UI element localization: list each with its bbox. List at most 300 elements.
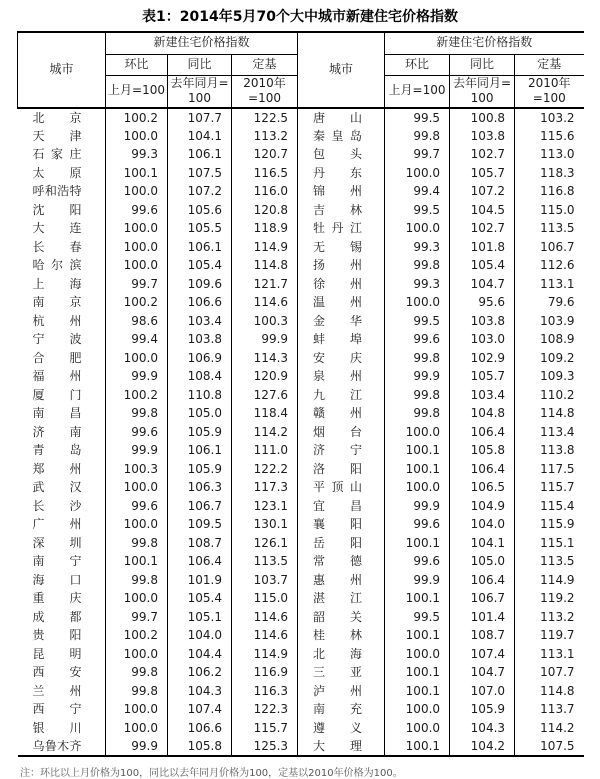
yoy-value: 101.9 (168, 571, 232, 590)
price-index-table (17, 31, 584, 757)
yoy-value: 102.7 (450, 219, 515, 238)
yoy-value: 105.0 (168, 404, 232, 423)
mom-value: 100.3 (106, 460, 168, 479)
mom-value: 100.0 (385, 219, 450, 238)
table-row (18, 460, 584, 479)
fixed-value: 114.6 (232, 608, 298, 627)
city-name: 福州 (32, 369, 82, 384)
yoy-value: 106.1 (168, 238, 232, 257)
mom-value: 99.8 (106, 663, 168, 682)
yoy-value: 104.7 (450, 663, 515, 682)
mom-value: 100.2 (106, 108, 168, 127)
mom-value: 99.8 (385, 127, 450, 146)
city-cell-right (298, 293, 385, 312)
mom-value: 99.9 (385, 497, 450, 516)
fixed-value: 115.6 (515, 127, 584, 146)
fixed-value: 115.9 (515, 515, 584, 534)
yoy-base-left: 去年同月= 100 (168, 75, 232, 108)
fixed-header-left: 定基 (232, 54, 298, 75)
yoy-value: 105.8 (450, 441, 515, 460)
fixed-value: 130.1 (232, 515, 298, 534)
mom-value: 99.8 (385, 349, 450, 368)
table-row (18, 719, 584, 738)
mom-value: 100.0 (106, 719, 168, 738)
fixed-value: 79.6 (515, 293, 584, 312)
fixed-value: 122.3 (232, 700, 298, 719)
yoy-value: 107.2 (168, 182, 232, 201)
mom-value: 100.0 (106, 256, 168, 275)
fixed-value: 114.8 (515, 404, 584, 423)
yoy-value: 104.9 (450, 497, 515, 516)
mom-value: 99.8 (106, 404, 168, 423)
city-name: 大理 (313, 738, 363, 753)
city-name: 宁波 (32, 332, 82, 347)
mom-value: 99.3 (385, 238, 450, 257)
fixed-value: 113.2 (515, 608, 584, 627)
city-cell-right (298, 478, 385, 497)
yoy-value: 104.2 (450, 737, 515, 756)
fixed-value: 118.3 (515, 164, 584, 183)
city-name: 吉林 (313, 202, 363, 217)
yoy-value: 106.2 (168, 663, 232, 682)
city-name: 洛阳 (313, 461, 363, 476)
fixed-value: 115.7 (232, 719, 298, 738)
city-cell-left (18, 145, 106, 164)
yoy-value: 103.4 (450, 386, 515, 405)
city-cell-left (18, 626, 106, 645)
city-cell-right (298, 552, 385, 571)
fixed-value: 119.7 (515, 626, 584, 645)
city-cell-left (18, 423, 106, 442)
city-cell-left (18, 404, 106, 423)
city-name: 遵义 (313, 720, 363, 735)
table-row (18, 293, 584, 312)
mom-value: 100.0 (385, 645, 450, 664)
city-name: 金华 (313, 313, 363, 328)
city-name: 温州 (313, 295, 363, 310)
fixed-value: 118.9 (232, 219, 298, 238)
city-name: 南充 (313, 702, 363, 717)
city-cell-left (18, 164, 106, 183)
mom-value: 99.8 (106, 534, 168, 553)
fixed-value: 120.8 (232, 201, 298, 220)
fixed-value: 113.5 (232, 552, 298, 571)
yoy-value: 105.9 (168, 423, 232, 442)
fixed-value: 106.7 (515, 238, 584, 257)
fixed-value: 113.8 (515, 441, 584, 460)
city-cell-left (18, 127, 106, 146)
mom-value: 99.9 (385, 367, 450, 386)
table-row (18, 608, 584, 627)
yoy-value: 104.0 (450, 515, 515, 534)
city-cell-left (18, 349, 106, 368)
fixed-value: 119.2 (515, 589, 584, 608)
table-row (18, 349, 584, 368)
fixed-value: 120.7 (232, 145, 298, 164)
fixed-value: 116.3 (232, 682, 298, 701)
mom-value: 100.0 (106, 515, 168, 534)
city-cell-right (298, 312, 385, 331)
city-cell-right (298, 626, 385, 645)
mom-value: 99.6 (385, 515, 450, 534)
fixed-value: 120.9 (232, 367, 298, 386)
city-cell-left (18, 589, 106, 608)
city-name: 兰州 (32, 683, 82, 698)
mom-value: 100.0 (106, 182, 168, 201)
mom-value: 99.3 (106, 145, 168, 164)
fixed-value: 116.5 (232, 164, 298, 183)
fixed-value: 114.3 (232, 349, 298, 368)
city-name: 南昌 (32, 406, 82, 421)
yoy-value: 106.6 (168, 293, 232, 312)
yoy-value: 104.4 (168, 645, 232, 664)
city-name: 乌鲁木齐 (32, 738, 82, 753)
mom-value: 99.8 (106, 682, 168, 701)
table-row (18, 330, 584, 349)
mom-value: 99.4 (385, 182, 450, 201)
city-cell-left (18, 497, 106, 516)
mom-value: 99.8 (385, 256, 450, 275)
mom-value: 99.8 (385, 404, 450, 423)
city-cell-right (298, 497, 385, 516)
yoy-value: 106.9 (168, 349, 232, 368)
fixed-value: 115.1 (515, 534, 584, 553)
fixed-value: 127.6 (232, 386, 298, 405)
city-name: 广州 (32, 517, 82, 532)
city-name: 海口 (32, 572, 82, 587)
city-name: 桂林 (313, 628, 363, 643)
mom-value: 99.6 (106, 497, 168, 516)
fixed-value: 114.2 (515, 719, 584, 738)
city-name: 泉州 (313, 369, 363, 384)
table-row (18, 386, 584, 405)
city-name: 唐山 (313, 110, 363, 125)
city-cell-left (18, 663, 106, 682)
city-cell-right (298, 423, 385, 442)
fixed-value: 118.4 (232, 404, 298, 423)
footnote: 注：环比以上月价格为100，同比以去年同月价格为100，定基以2010年价格为100。 (20, 767, 403, 779)
fixed-header-right: 定基 (515, 54, 584, 75)
mom-value: 99.4 (106, 330, 168, 349)
yoy-value: 105.6 (168, 201, 232, 220)
city-name: 南京 (32, 295, 82, 310)
city-cell-left (18, 515, 106, 534)
table-row (18, 441, 584, 460)
fixed-value: 113.4 (515, 423, 584, 442)
yoy-value: 103.8 (450, 127, 515, 146)
fixed-value: 99.9 (232, 330, 298, 349)
city-name: 徐州 (313, 276, 363, 291)
mom-value: 100.0 (106, 645, 168, 664)
mom-value: 99.9 (106, 441, 168, 460)
yoy-value: 104.5 (450, 201, 515, 220)
city-cell-right (298, 515, 385, 534)
city-cell-right (298, 571, 385, 590)
yoy-value: 106.4 (450, 423, 515, 442)
city-name: 西安 (32, 665, 82, 680)
yoy-value: 105.7 (450, 367, 515, 386)
fixed-value: 122.2 (232, 460, 298, 479)
yoy-value: 104.3 (450, 719, 515, 738)
city-cell-left (18, 238, 106, 257)
city-name: 北京 (32, 110, 82, 125)
city-cell-left (18, 682, 106, 701)
yoy-value: 101.4 (450, 608, 515, 627)
fixed-value: 113.0 (515, 145, 584, 164)
table-header (18, 32, 584, 108)
city-name: 太原 (32, 165, 82, 180)
yoy-header-right: 同比 (450, 54, 515, 75)
fixed-value: 115.7 (515, 478, 584, 497)
city-cell-right (298, 275, 385, 294)
city-name: 昆明 (32, 646, 82, 661)
city-cell-right (298, 589, 385, 608)
mom-value: 100.0 (385, 423, 450, 442)
yoy-value: 102.7 (450, 145, 515, 164)
city-cell-left (18, 608, 106, 627)
city-name: 哈尔滨 (32, 258, 82, 273)
yoy-value: 108.7 (450, 626, 515, 645)
fixed-value: 107.5 (515, 737, 584, 756)
city-cell-left (18, 645, 106, 664)
yoy-value: 105.7 (450, 164, 515, 183)
fixed-value: 121.7 (232, 275, 298, 294)
city-name: 石家庄 (32, 147, 82, 162)
city-cell-left (18, 460, 106, 479)
yoy-value: 105.8 (168, 737, 232, 756)
fixed-value: 108.9 (515, 330, 584, 349)
mom-value: 100.0 (385, 164, 450, 183)
mom-value: 100.1 (106, 552, 168, 571)
fixed-value: 113.2 (232, 127, 298, 146)
table-row (18, 145, 584, 164)
city-name: 湛江 (313, 591, 363, 606)
mom-value: 98.6 (106, 312, 168, 331)
mom-value: 100.0 (385, 293, 450, 312)
table-row (18, 515, 584, 534)
yoy-value: 106.6 (168, 719, 232, 738)
city-name: 烟台 (313, 424, 363, 439)
city-name: 宜昌 (313, 498, 363, 513)
yoy-value: 107.7 (168, 108, 232, 127)
fixed-value: 113.5 (515, 219, 584, 238)
table-row (18, 645, 584, 664)
fixed-value: 111.0 (232, 441, 298, 460)
city-column-header-left: 城市 (18, 32, 106, 108)
fixed-value: 112.6 (515, 256, 584, 275)
index-group-header-left: 新建住宅价格指数 (106, 32, 298, 54)
mom-header-left: 环比 (106, 54, 168, 75)
table-row (18, 404, 584, 423)
city-name: 常德 (313, 554, 363, 569)
mom-value: 100.1 (106, 164, 168, 183)
city-cell-right (298, 386, 385, 405)
city-cell-right (298, 108, 385, 127)
yoy-value: 106.4 (450, 571, 515, 590)
table-body (18, 108, 584, 756)
city-cell-left (18, 386, 106, 405)
city-name: 成都 (32, 609, 82, 624)
table-row (18, 663, 584, 682)
table-row (18, 256, 584, 275)
city-name: 扬州 (313, 258, 363, 273)
city-name: 青岛 (32, 443, 82, 458)
city-cell-right (298, 700, 385, 719)
mom-base-left: 上月=100 (106, 75, 168, 108)
yoy-value: 105.5 (168, 219, 232, 238)
mom-value: 99.8 (106, 571, 168, 590)
table-row (18, 737, 584, 756)
city-cell-left (18, 737, 106, 756)
fixed-value: 114.9 (232, 645, 298, 664)
mom-value: 100.0 (385, 478, 450, 497)
city-cell-right (298, 608, 385, 627)
yoy-value: 100.8 (450, 108, 515, 127)
city-name: 岳阳 (313, 535, 363, 550)
city-name: 惠州 (313, 572, 363, 587)
yoy-value: 103.0 (450, 330, 515, 349)
fixed-base-left: 2010年 =100 (232, 75, 298, 108)
table-row (18, 127, 584, 146)
fixed-value: 115.4 (515, 497, 584, 516)
yoy-value: 95.6 (450, 293, 515, 312)
city-cell-right (298, 127, 385, 146)
index-group-header-right: 新建住宅价格指数 (385, 32, 584, 54)
yoy-value: 108.7 (168, 534, 232, 553)
table-row (18, 219, 584, 238)
city-cell-left (18, 700, 106, 719)
fixed-base-right: 2010年 =100 (515, 75, 584, 108)
city-cell-right (298, 719, 385, 738)
city-cell-right (298, 256, 385, 275)
mom-value: 99.6 (385, 330, 450, 349)
city-cell-left (18, 719, 106, 738)
city-name: 武汉 (32, 480, 82, 495)
fixed-value: 113.1 (515, 645, 584, 664)
mom-value: 99.7 (106, 275, 168, 294)
table-row (18, 682, 584, 701)
table-row (18, 534, 584, 553)
fixed-value: 113.5 (515, 552, 584, 571)
city-name: 贵阳 (32, 628, 82, 643)
fixed-value: 117.5 (515, 460, 584, 479)
mom-value: 99.5 (385, 201, 450, 220)
mom-value: 100.0 (106, 238, 168, 257)
yoy-value: 105.1 (168, 608, 232, 627)
fixed-value: 113.7 (515, 700, 584, 719)
fixed-value: 109.3 (515, 367, 584, 386)
city-cell-right (298, 219, 385, 238)
mom-value: 100.0 (106, 349, 168, 368)
city-name: 银川 (32, 720, 82, 735)
mom-value: 100.0 (385, 700, 450, 719)
city-name: 呼和浩特 (32, 184, 82, 199)
city-cell-left (18, 534, 106, 553)
city-name: 合肥 (32, 350, 82, 365)
yoy-value: 106.7 (168, 497, 232, 516)
city-name: 无锡 (313, 239, 363, 254)
city-name: 西宁 (32, 702, 82, 717)
yoy-header-left: 同比 (168, 54, 232, 75)
mom-value: 99.9 (385, 571, 450, 590)
table-row (18, 552, 584, 571)
table-row (18, 201, 584, 220)
yoy-value: 107.4 (168, 700, 232, 719)
city-name: 赣州 (313, 406, 363, 421)
mom-value: 99.9 (106, 367, 168, 386)
yoy-value: 104.1 (450, 534, 515, 553)
city-name: 北海 (313, 646, 363, 661)
mom-value: 100.0 (106, 478, 168, 497)
fixed-value: 114.8 (232, 256, 298, 275)
city-cell-right (298, 737, 385, 756)
fixed-value: 115.0 (232, 589, 298, 608)
yoy-value: 105.4 (450, 256, 515, 275)
city-name: 平顶山 (313, 480, 363, 495)
mom-value: 99.9 (106, 737, 168, 756)
table-row (18, 497, 584, 516)
fixed-value: 103.2 (515, 108, 584, 127)
mom-value: 100.2 (106, 626, 168, 645)
city-name: 锦州 (313, 184, 363, 199)
city-name: 丹东 (313, 165, 363, 180)
yoy-value: 107.4 (450, 645, 515, 664)
table-row (18, 238, 584, 257)
yoy-value: 103.8 (168, 330, 232, 349)
city-cell-left (18, 367, 106, 386)
fixed-value: 113.1 (515, 275, 584, 294)
fixed-value: 110.2 (515, 386, 584, 405)
city-cell-left (18, 552, 106, 571)
city-name: 沈阳 (32, 202, 82, 217)
city-name: 天津 (32, 128, 82, 143)
yoy-value: 105.4 (168, 256, 232, 275)
fixed-value: 122.5 (232, 108, 298, 127)
mom-value: 100.1 (385, 737, 450, 756)
mom-value: 100.1 (385, 663, 450, 682)
table-row (18, 182, 584, 201)
table-row (18, 589, 584, 608)
table-row (18, 478, 584, 497)
city-name: 济宁 (313, 443, 363, 458)
fixed-value: 107.7 (515, 663, 584, 682)
yoy-base-right: 去年同月= 100 (450, 75, 515, 108)
mom-value: 99.7 (385, 145, 450, 164)
city-cell-right (298, 145, 385, 164)
yoy-value: 106.4 (168, 552, 232, 571)
yoy-value: 104.3 (168, 682, 232, 701)
yoy-value: 105.0 (450, 552, 515, 571)
yoy-value: 106.4 (450, 460, 515, 479)
yoy-value: 107.5 (168, 164, 232, 183)
fixed-value: 114.9 (515, 571, 584, 590)
yoy-value: 104.1 (168, 127, 232, 146)
city-name: 牡丹江 (313, 221, 363, 236)
city-cell-left (18, 201, 106, 220)
mom-value: 99.8 (385, 386, 450, 405)
yoy-value: 107.2 (450, 182, 515, 201)
page-title: 表1：2014年5月70个大中城市新建住宅价格指数 (142, 9, 458, 25)
city-name: 长春 (32, 239, 82, 254)
table-row (18, 108, 584, 127)
mom-value: 100.1 (385, 460, 450, 479)
table-row (18, 312, 584, 331)
mom-value: 100.0 (106, 589, 168, 608)
city-cell-right (298, 534, 385, 553)
yoy-value: 105.9 (168, 460, 232, 479)
mom-value: 100.1 (385, 589, 450, 608)
city-name: 蚌埠 (313, 332, 363, 347)
